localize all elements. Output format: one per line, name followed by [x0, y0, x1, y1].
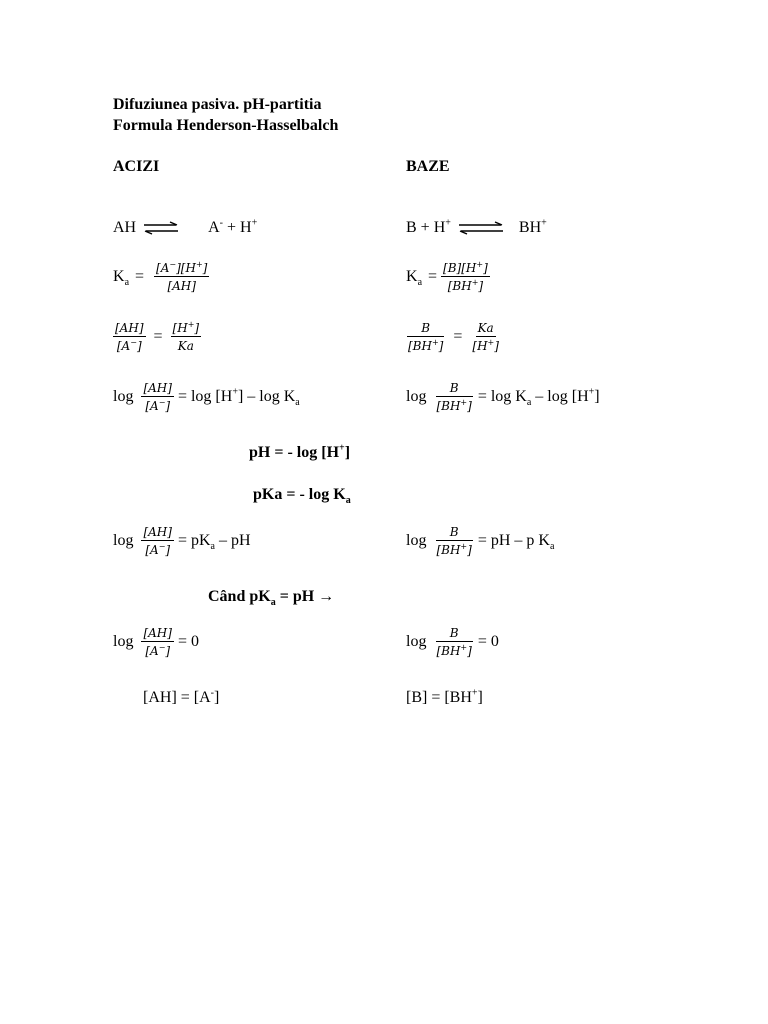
acid-ka-formula: $K_a$ = $\frac{[A^-][H^+]}{[AH]}$ [113, 260, 208, 293]
equilibrium-arrows-icon [142, 221, 180, 235]
base-log3-fraction: $\frac{B}{[BH^+]}$ [436, 626, 472, 658]
base-log2-fraction: $\frac{B}{[BH^+]}$ [436, 525, 472, 557]
acid-ratio-formula: $\frac{[AH]}{[A^-]}$ = $\frac{[H^+]}{Ka}$ [115, 320, 200, 353]
acid-eq-right: A- + H+ [208, 217, 258, 236]
acid-log-formula-3: log $\frac{[AH]}{[A^-]}$ = 0 [113, 626, 199, 658]
base-final-equality: [B] = [BH+] [406, 687, 483, 706]
acid-log-formula-2: log $\frac{[AH]}{[A^-]}$ = $pK_a$ – pH [113, 525, 251, 557]
acid-log2-fraction: $\frac{[AH]}{[A^-]}$ [143, 525, 172, 557]
acid-log1-fraction: $\frac{[AH]}{[A^-]}$ [143, 381, 172, 413]
acid-equilibrium [113, 217, 258, 236]
acid-eq-left: AH [113, 219, 137, 236]
title-line-2: Formula Henderson-Hasselbalch [113, 117, 339, 134]
acid-log3-fraction: $\frac{[AH]}{[A^-]}$ [143, 626, 172, 658]
base-ka-formula: $K_a$ = $\frac{[B][H^+]}{[BH^+]}$ [406, 260, 488, 293]
base-ka-fraction: $\frac{[B][H^+]}{[BH^+]}$ [443, 260, 488, 293]
title-line-1: Difuziunea pasiva. pH-partitia [113, 96, 322, 113]
base-log-formula-1: log $\frac{B}{[BH^+]}$ = $\log K_a$ – log [H+] [406, 381, 600, 413]
condition-statement: Când $pK_a$ = pH → [208, 588, 335, 609]
base-eq-left: B + H+ [406, 217, 451, 236]
base-eq-right: BH+ [518, 217, 547, 236]
acid-ka-label: $K_a$ [113, 268, 130, 289]
acid-ratio2-fraction: $\frac{[H^+]}{Ka}$ [172, 320, 200, 353]
base-ratio-fraction: $\frac{B}{[BH^+]}$ [408, 321, 444, 353]
pka-definition: pKa = - $\log K_a$ [253, 486, 351, 507]
base-log-formula-2: log $\frac{B}{[BH^+]}$ = pH – p $K_a$ [406, 525, 555, 557]
acid-final-equality: [AH] = [A-] [143, 687, 220, 706]
base-ratio-formula: $\frac{B}{[BH^+]}$ = $\frac{Ka}{[H^+]}$ [408, 321, 499, 353]
acid-ka-fraction: $\frac{[A^-][H^+]}{[AH]}$ [156, 260, 208, 293]
acid-ratio-fraction: $\frac{[AH]}{[A^-]}$ [115, 321, 144, 353]
acid-log-formula-1: log $\frac{[AH]}{[A^-]}$ = $\log [H^+] - \log K_a$ [113, 381, 300, 413]
base-ka-label: $K_a$ [406, 268, 423, 289]
equilibrium-arrows-icon [457, 221, 505, 235]
base-ratio2-fraction: $\frac{Ka}{[H^+]}$ [472, 321, 499, 353]
acids-heading: ACIZI [113, 158, 160, 175]
base-log-formula-3: log $\frac{B}{[BH^+]}$ = 0 [406, 626, 499, 658]
base-equilibrium [406, 217, 547, 236]
ph-definition: pH = - log [H+] [249, 442, 351, 461]
bases-heading: BAZE [406, 158, 450, 175]
base-log1-fraction: $\frac{B}{[BH^+]}$ [436, 381, 472, 413]
